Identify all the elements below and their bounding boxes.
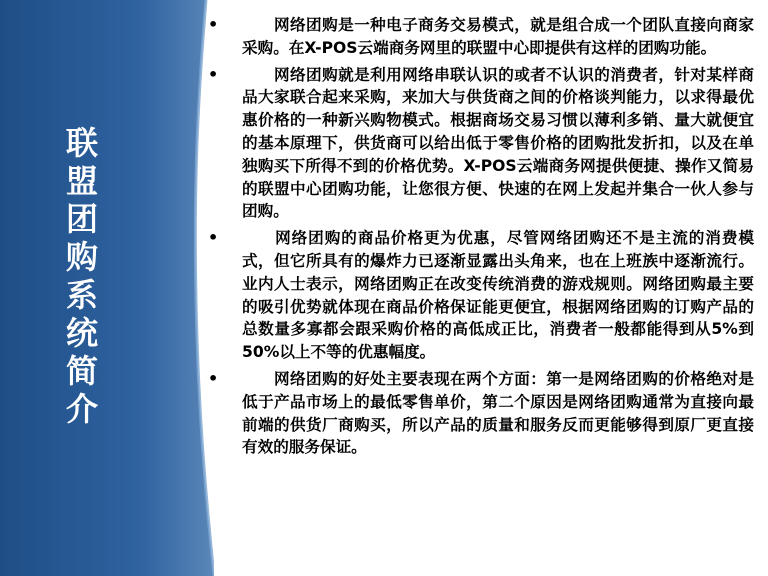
bullet-text: 网络团购的商品价格更为优惠，尽管网络团购还不是主流的消费模式，但它所具有的爆炸力已逐渐显露出头角来，也在上班族中逐渐流行。业内人士表示，网络团购正在改变传统消费的游戏规则。网络团购最主要的吸引优势就体现在商品价格保证能更便宜，根据网络团购的订购产品的总数量多寡都会跟采购价格的高低成正比，消费者一般都能得到从5%到50%以上不等的优惠幅度。 <box>242 229 754 362</box>
bullet-text: 网络团购的好处主要表现在两个方面：第一是网络团购的价格绝对是低于产品市场上的最低零售单价，第二个原因是网络团购通常为直接向最前端的供货厂商购买，所以产品的质量和服务反而更能够得到原厂更直接有效的服务保证。 <box>242 369 754 457</box>
bullet-item <box>208 14 754 60</box>
page-title: 联 盟 团 购 系 统 简 介 <box>65 124 98 428</box>
sidebar-background <box>0 0 214 576</box>
bullet-item <box>208 64 754 224</box>
bullet-dot-icon: • <box>208 15 219 34</box>
bullet-item <box>208 227 754 364</box>
content-list <box>208 14 754 463</box>
bullet-dot-icon: • <box>208 228 219 248</box>
bullet-text: 网络团购是一种电子商务交易模式，就是组合成一个团队直接向商家采购。在X-POS云端商务网里的联盟中心即提供有这样的团购功能。 <box>242 16 754 57</box>
bullet-text: 网络团购就是利用网络串联认识的或者不认识的消费者，针对某样商品大家联合起来采购，来加大与供货商之间的价格谈判能力，以求得最优惠价格的一种新兴购物模式。根据商场交易习惯以薄利多销、量大就便宜的基本原理下，供货商可以给出低于零售价格的团购批发折扣，以及在单独购买下所得不到的价格优势。X-POS云端商务网提供便捷、操作又简易的联盟中心团购功能，让您很方便、快速的在网上发起并集合一伙人参与团购。 <box>242 65 754 221</box>
bullet-item <box>208 368 754 459</box>
bullet-dot-icon: • <box>208 64 219 84</box>
sidebar-panel <box>0 0 214 576</box>
bullet-dot-icon: • <box>208 368 219 388</box>
